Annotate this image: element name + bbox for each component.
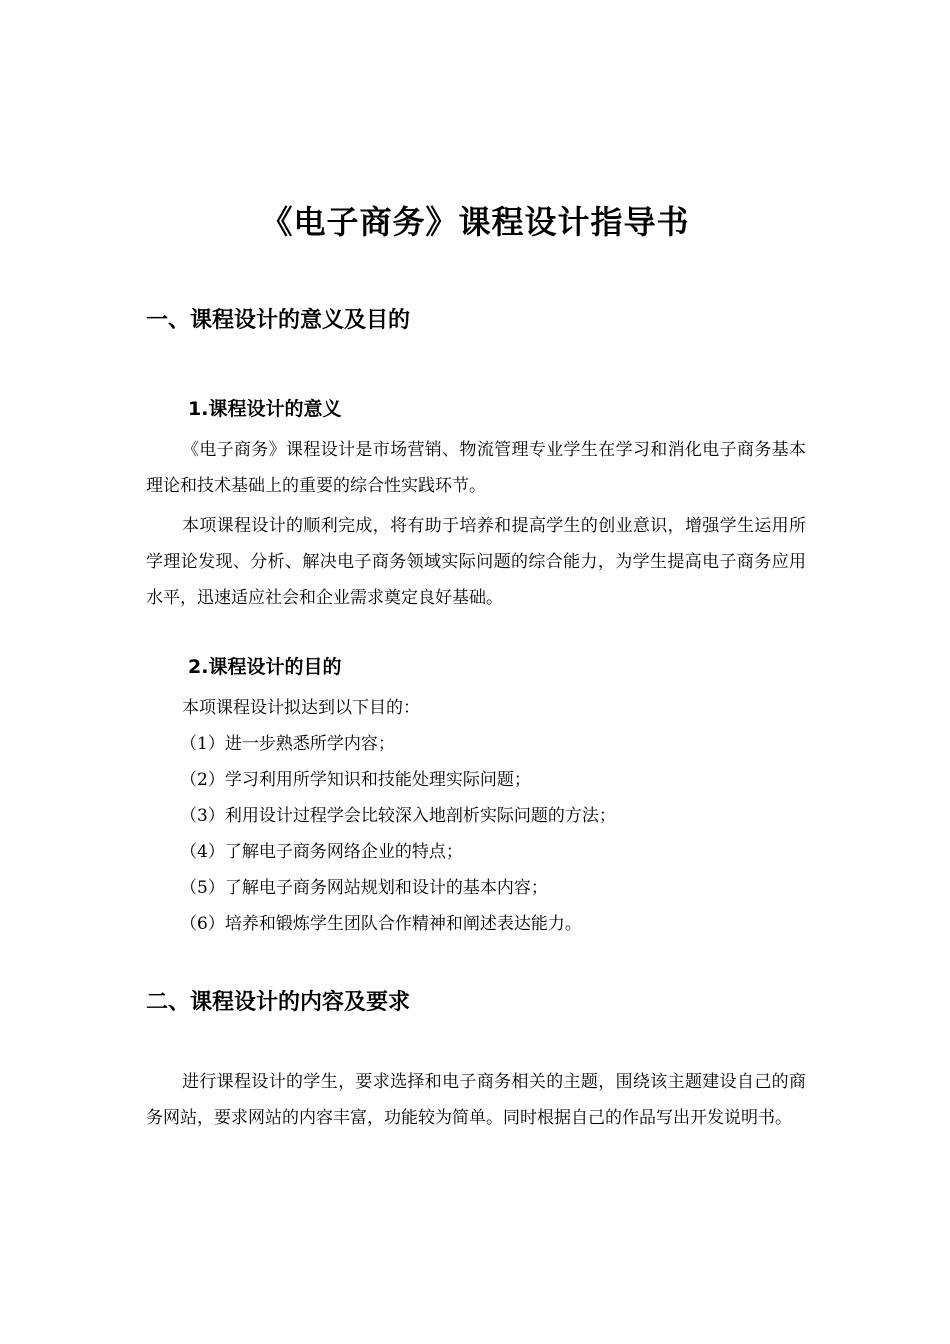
objectives-list — [180, 726, 616, 942]
document-title: 《电子商务》课程设计指导书 — [260, 203, 690, 241]
paragraph-content-requirements: 进行课程设计的学生，要求选择和电子商务相关的主题，围绕该主题建设自己的商务网站，要求网站的内容丰富，功能较为简单。同时根据自己的作品写出开发说明书。 — [146, 1072, 806, 1128]
list-item: （2）学习利用所学知识和技能处理实际问题； — [180, 770, 531, 790]
list-item: （1）进一步熟悉所学内容； — [180, 734, 395, 754]
section-heading-content: 二、课程设计的内容及要求 — [146, 990, 411, 1015]
list-item: （6）培养和锻炼学生团队合作精神和阐述表达能力。 — [180, 914, 582, 934]
paragraph-significance-2: 本项课程设计的顺利完成，将有助于培养和提高学生的创业意识，增强学生运用所学理论发现、分析、解决电子商务领域实际问题的综合能力，为学生提高电子商务应用水平，迅速适应社会和企业需求奠定良好基础。 — [146, 516, 806, 608]
subsection-heading-significance: 1.课程设计的意义 — [188, 398, 342, 420]
list-item: （3）利用设计过程学会比较深入地剖析实际问题的方法； — [180, 806, 616, 826]
subsection-heading-objectives: 2.课程设计的目的 — [188, 656, 342, 678]
list-item: （4）了解电子商务网络企业的特点； — [180, 842, 463, 862]
objectives-intro: 本项课程设计拟达到以下目的： — [182, 698, 420, 718]
list-item: （5）了解电子商务网站规划和设计的基本内容； — [180, 878, 548, 898]
section-heading-purpose: 一、课程设计的意义及目的 — [146, 308, 411, 333]
paragraph-significance-1: 《电子商务》课程设计是市场营销、物流管理专业学生在学习和消化电子商务基本理论和技术基础上的重要的综合性实践环节。 — [146, 440, 806, 496]
